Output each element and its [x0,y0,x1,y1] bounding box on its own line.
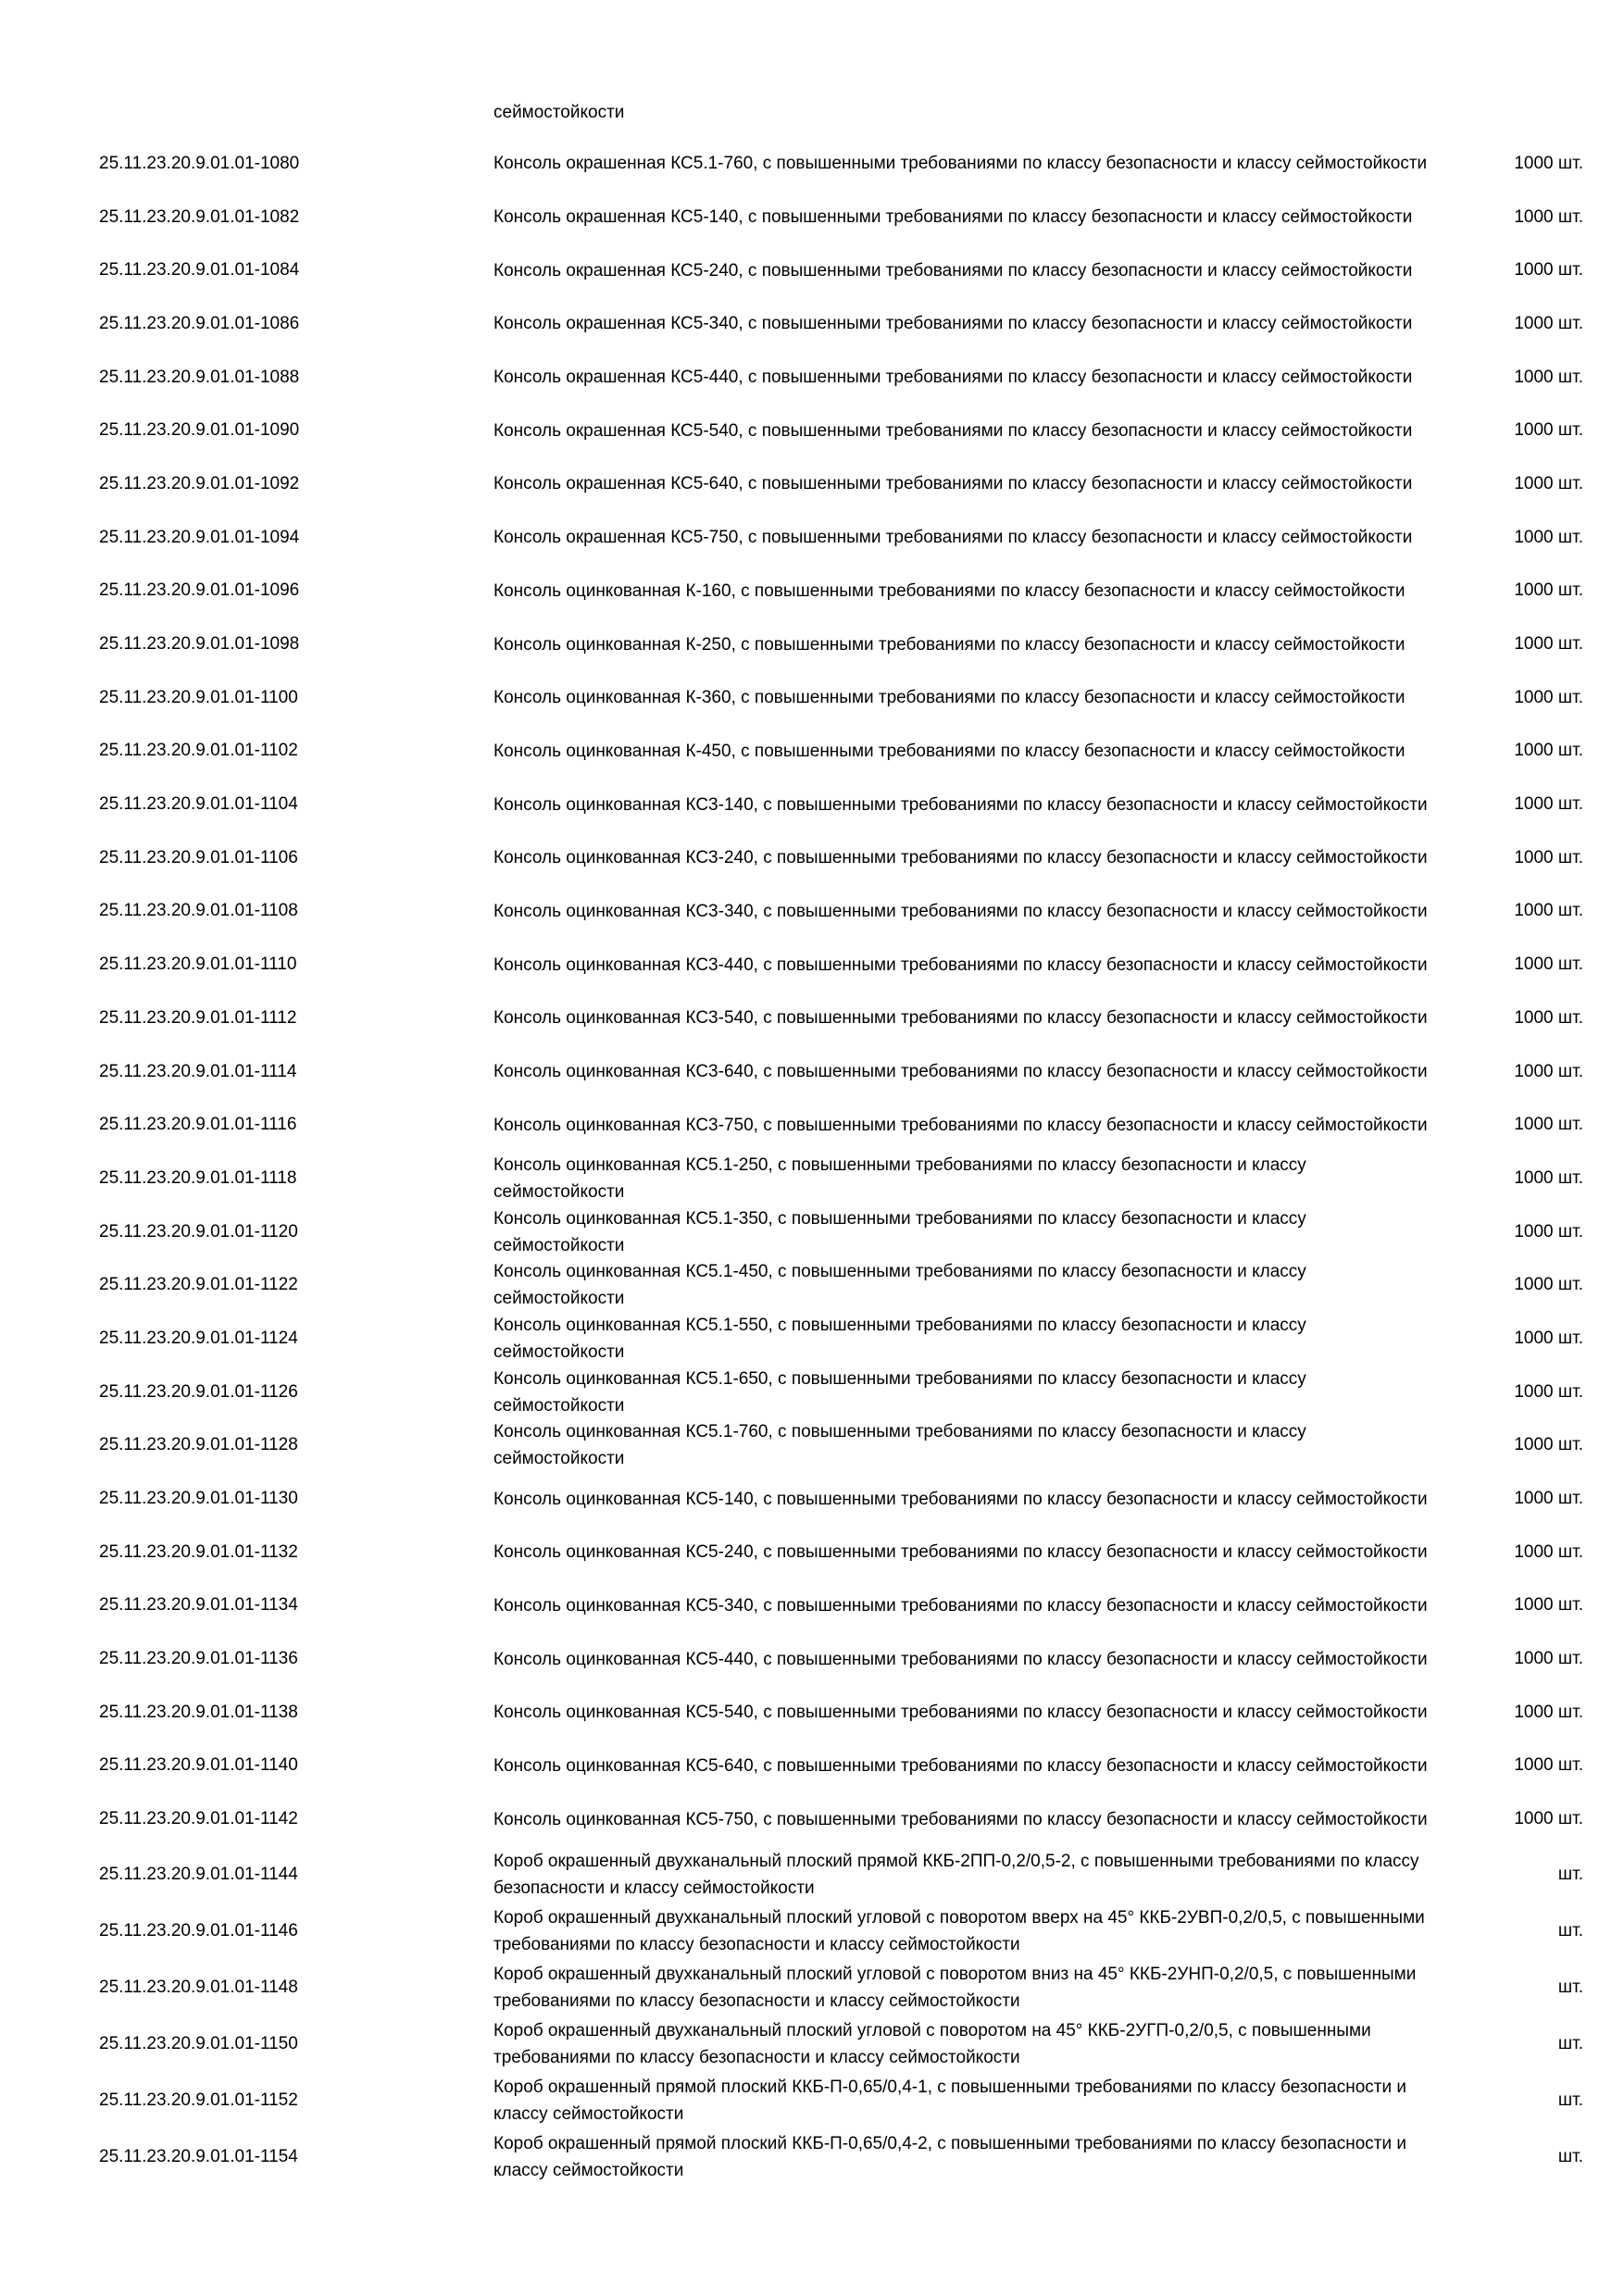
table-row [0,1258,1624,1312]
item-code: 25.11.23.20.9.01.01-1144 [99,1864,298,1884]
item-unit: 1000 шт. [1514,1649,1583,1669]
item-description: Консоль оцинкованная КС3-750, с повышенными требованиями по классу безопасности и классу сеймостойкости [493,1115,1428,1135]
item-description: Короб окрашенный двухканальный плоский прямой ККБ-2ПП-0,2/0,5-2, с повышенными требованиями по классу безопасности и классу сеймостойкости [493,1851,1419,1898]
item-unit: 1000 шт. [1514,1381,1583,1402]
table-row [0,2015,1624,2072]
table-row [0,831,1624,885]
item-unit: 1000 шт. [1514,1167,1583,1188]
item-unit: 1000 шт. [1514,1755,1583,1776]
item-code: 25.11.23.20.9.01.01-1112 [99,1007,297,1028]
item-code: 25.11.23.20.9.01.01-1104 [99,794,298,815]
item-code: 25.11.23.20.9.01.01-1124 [99,1328,298,1348]
item-code: 25.11.23.20.9.01.01-1098 [99,634,300,655]
table-row [0,137,1624,191]
item-unit: 1000 шт. [1514,153,1583,173]
item-code: 25.11.23.20.9.01.01-1138 [99,1702,298,1722]
table-row [0,938,1624,992]
table-row [0,243,1624,297]
table-row [0,1419,1624,1473]
item-description: Консоль оцинкованная КС5-340, с повышенными требованиями по классу безопасности и классу сеймостойкости [493,1595,1428,1616]
table-row [0,725,1624,779]
item-unit: шт. [1557,1977,1583,1997]
table-row [0,351,1624,405]
item-unit: 1000 шт. [1514,580,1583,601]
item-unit: 1000 шт. [1514,473,1583,493]
item-code: 25.11.23.20.9.01.01-1114 [99,1061,297,1081]
item-unit: шт. [1557,2090,1583,2110]
item-description: Консоль оцинкованная КС5-540, с повышенными требованиями по классу безопасности и классу сеймостойкости [493,1703,1428,1723]
table-row [0,778,1624,831]
item-description: Короб окрашенный двухканальный плоский угловой с поворотом вверх на 45° ККБ-2УВП-0,2/0,5, с повышенными требованиями по классу безопасности и классу сеймостойкости [493,1907,1425,1954]
item-unit: шт. [1557,1920,1583,1940]
item-unit: 1000 шт. [1514,1541,1583,1562]
item-code: 25.11.23.20.9.01.01-1140 [99,1755,298,1776]
item-code: 25.11.23.20.9.01.01-1120 [99,1221,298,1242]
item-unit: 1000 шт. [1514,367,1583,387]
item-unit: 1000 шт. [1514,1275,1583,1295]
table-row [0,1045,1624,1099]
item-code: 25.11.23.20.9.01.01-1122 [99,1275,298,1295]
table-row [0,1846,1624,1903]
item-description: Консоль окрашенная КС5-640, с повышенными требованиями по классу безопасности и классу сеймостойкости [493,474,1413,494]
item-unit: 1000 шт. [1514,1328,1583,1348]
item-description: Консоль окрашенная КС5-240, с повышенными требованиями по классу безопасности и классу сеймостойкости [493,260,1413,281]
table-row [0,1472,1624,1526]
item-description: Консоль оцинкованная КС3-540, с повышенными требованиями по классу безопасности и классу сеймостойкости [493,1008,1428,1029]
item-unit: 1000 шт. [1514,955,1583,975]
item-code: 25.11.23.20.9.01.01-1082 [99,206,300,227]
item-unit: 1000 шт. [1514,1221,1583,1242]
item-description: Консоль оцинкованная КС3-240, с повышенными требованиями по классу безопасности и классу сеймостойкости [493,848,1428,868]
item-code: 25.11.23.20.9.01.01-1108 [99,901,298,921]
table-row [0,1312,1624,1366]
item-description: Консоль оцинкованная КС5.1-650, с повышенными требованиями по классу безопасности и классу сеймостойкости [493,1368,1306,1416]
item-unit: шт. [1557,2033,1583,2053]
table-row [0,457,1624,511]
table-row [0,1740,1624,1793]
table-row [0,511,1624,565]
table-row [0,565,1624,618]
item-unit: 1000 шт. [1514,206,1583,227]
table-row [0,1152,1624,1205]
item-code: 25.11.23.20.9.01.01-1142 [99,1809,298,1829]
item-description: Консоль оцинкованная КС5.1-760, с повышенными требованиями по классу безопасности и классу сеймостойкости [493,1422,1306,1469]
price-list [0,137,1624,2185]
item-description: Консоль оцинкованная КС5.1-250, с повышенными требованиями по классу безопасности и классу сеймостойкости [493,1154,1306,1202]
item-code: 25.11.23.20.9.01.01-1130 [99,1489,298,1509]
table-row [0,671,1624,725]
item-code: 25.11.23.20.9.01.01-1154 [99,2146,298,2166]
item-code: 25.11.23.20.9.01.01-1100 [99,687,298,707]
item-code: 25.11.23.20.9.01.01-1116 [99,1115,297,1135]
table-row [0,1903,1624,1959]
item-code: 25.11.23.20.9.01.01-1096 [99,580,300,601]
item-description: Консоль окрашенная КС5.1-760, с повышенными требованиями по классу безопасности и классу сеймостойкости [493,154,1428,174]
table-row [0,992,1624,1045]
item-description: Консоль окрашенная КС5-440, с повышенными требованиями по классу безопасности и классу сеймостойкости [493,368,1413,388]
item-description: Консоль оцинкованная КС5-440, с повышенными требованиями по классу безопасности и классу сеймостойкости [493,1649,1428,1669]
table-row [0,618,1624,671]
table-row [0,404,1624,457]
item-code: 25.11.23.20.9.01.01-1110 [99,955,297,975]
item-unit: 1000 шт. [1514,741,1583,761]
item-description: Консоль оцинкованная К-160, с повышенными требованиями по классу безопасности и классу сеймостойкости [493,580,1405,601]
item-code: 25.11.23.20.9.01.01-1086 [99,313,300,333]
item-code: 25.11.23.20.9.01.01-1132 [99,1541,298,1562]
item-unit: 1000 шт. [1514,1435,1583,1455]
item-description: Консоль окрашенная КС5-750, с повышенными требованиями по классу безопасности и классу сеймостойкости [493,528,1413,548]
item-description: Консоль оцинкованная К-360, с повышенными требованиями по классу безопасности и классу сеймостойкости [493,688,1405,708]
table-row [0,297,1624,351]
item-description: Консоль окрашенная КС5-540, с повышенными требованиями по классу безопасности и классу сеймостойкости [493,420,1413,441]
item-description: Короб окрашенный прямой плоский ККБ-П-0,65/0,4-2, с повышенными требованиями по классу безопасности и классу сеймостойкости [493,2133,1407,2180]
item-unit: 1000 шт. [1514,527,1583,547]
table-row [0,2072,1624,2128]
table-row [0,1792,1624,1846]
item-description: Консоль оцинкованная КС3-340, с повышенными требованиями по классу безопасности и классу сеймостойкости [493,901,1428,921]
item-description: Короб окрашенный прямой плоский ККБ-П-0,65/0,4-1, с повышенными требованиями по классу безопасности и классу сеймостойкости [493,2077,1407,2124]
item-code: 25.11.23.20.9.01.01-1146 [99,1920,298,1940]
item-code: 25.11.23.20.9.01.01-1136 [99,1649,298,1669]
item-description: Консоль окрашенная КС5-340, с повышенными требованиями по классу безопасности и классу сеймостойкости [493,314,1413,334]
item-code: 25.11.23.20.9.01.01-1128 [99,1435,298,1455]
item-code: 25.11.23.20.9.01.01-1084 [99,260,300,281]
item-description: Консоль оцинкованная К-250, с повышенными требованиями по классу безопасности и классу сеймостойкости [493,634,1405,655]
item-description: Консоль оцинкованная КС5.1-450, с повышенными требованиями по классу безопасности и классу сеймостойкости [493,1262,1306,1309]
item-unit: 1000 шт. [1514,1007,1583,1028]
table-row [0,1686,1624,1740]
item-description: Консоль оцинкованная КС3-640, с повышенными требованиями по классу безопасности и классу сеймостойкости [493,1062,1428,1082]
item-unit: 1000 шт. [1514,847,1583,867]
item-description: Консоль оцинкованная КС5-640, с повышенными требованиями по классу безопасности и классу сеймостойкости [493,1755,1428,1776]
item-description: Консоль оцинкованная КС5.1-550, с повышенными требованиями по классу безопасности и классу сеймостойкости [493,1315,1306,1362]
table-row [0,1366,1624,1419]
item-code: 25.11.23.20.9.01.01-1152 [99,2090,298,2110]
table-row [0,1579,1624,1633]
item-unit: 1000 шт. [1514,1115,1583,1135]
item-description: Консоль оцинкованная КС5-750, с повышенными требованиями по классу безопасности и классу сеймостойкости [493,1809,1428,1829]
item-description: Консоль оцинкованная КС5-240, с повышенными требованиями по классу безопасности и классу сеймостойкости [493,1542,1428,1563]
item-unit: 1000 шт. [1514,260,1583,281]
item-description: Консоль оцинкованная КС3-140, с повышенными требованиями по классу безопасности и классу сеймостойкости [493,794,1428,815]
table-row [0,1205,1624,1259]
item-code: 25.11.23.20.9.01.01-1148 [99,1977,298,1997]
item-code: 25.11.23.20.9.01.01-1134 [99,1595,298,1616]
table-row [0,885,1624,939]
table-row [0,2128,1624,2185]
item-unit: 1000 шт. [1514,901,1583,921]
item-unit: 1000 шт. [1514,420,1583,441]
item-code: 25.11.23.20.9.01.01-1092 [99,473,300,493]
item-unit: шт. [1557,1864,1583,1884]
item-unit: 1000 шт. [1514,313,1583,333]
table-row [0,191,1624,244]
item-code: 25.11.23.20.9.01.01-1090 [99,420,300,441]
item-code: 25.11.23.20.9.01.01-1106 [99,847,298,867]
item-unit: 1000 шт. [1514,794,1583,815]
item-code: 25.11.23.20.9.01.01-1102 [99,741,298,761]
item-unit: 1000 шт. [1514,1061,1583,1081]
item-code: 25.11.23.20.9.01.01-1094 [99,527,300,547]
item-description: Консоль оцинкованная КС5-140, с повышенными требованиями по классу безопасности и классу сеймостойкости [493,1489,1428,1509]
table-row [0,1632,1624,1686]
item-description: Консоль окрашенная КС5-140, с повышенными требованиями по классу безопасности и классу сеймостойкости [493,207,1413,228]
item-unit: шт. [1557,2146,1583,2166]
item-unit: 1000 шт. [1514,1595,1583,1616]
item-unit: 1000 шт. [1514,634,1583,655]
continuation-text: сеймостойкости [493,103,625,122]
item-code: 25.11.23.20.9.01.01-1126 [99,1381,298,1402]
item-unit: 1000 шт. [1514,687,1583,707]
item-description: Консоль оцинкованная КС5.1-350, с повышенными требованиями по классу безопасности и классу сеймостойкости [493,1208,1306,1255]
item-unit: 1000 шт. [1514,1489,1583,1509]
item-description: Короб окрашенный двухканальный плоский угловой с поворотом вниз на 45° ККБ-2УНП-0,2/0,5, с повышенными требованиями по классу безопасности и классу сеймостойкости [493,1964,1417,2011]
item-unit: 1000 шт. [1514,1809,1583,1829]
item-code: 25.11.23.20.9.01.01-1088 [99,367,300,387]
item-code: 25.11.23.20.9.01.01-1150 [99,2033,298,2053]
item-code: 25.11.23.20.9.01.01-1080 [99,153,300,173]
table-row [0,1098,1624,1152]
table-row [0,1526,1624,1579]
item-code: 25.11.23.20.9.01.01-1118 [99,1167,297,1188]
item-description: Консоль оцинкованная КС3-440, с повышенными требованиями по классу безопасности и классу сеймостойкости [493,955,1428,975]
table-row [0,1959,1624,2015]
item-unit: 1000 шт. [1514,1702,1583,1722]
item-description: Консоль оцинкованная К-450, с повышенными требованиями по классу безопасности и классу сеймостойкости [493,741,1405,761]
item-description: Короб окрашенный двухканальный плоский угловой с поворотом на 45° ККБ-2УГП-0,2/0,5, с повышенными требованиями по классу безопасности и классу сеймостойкости [493,2020,1371,2067]
